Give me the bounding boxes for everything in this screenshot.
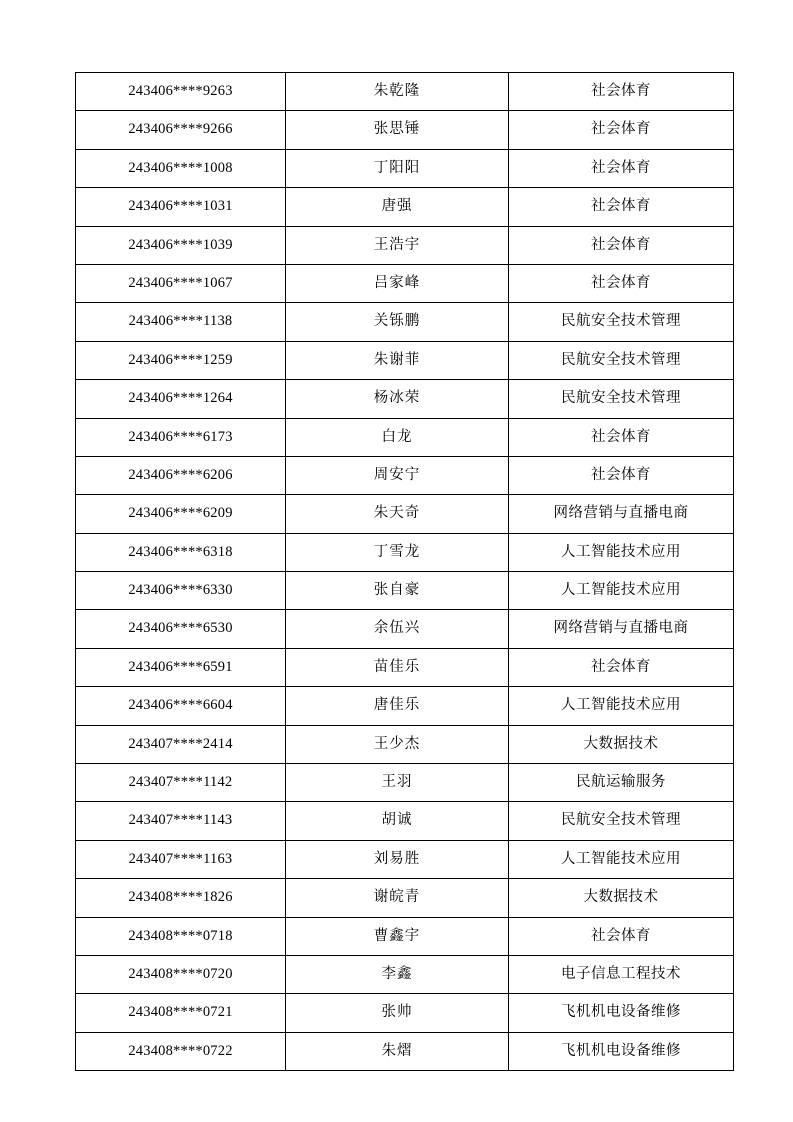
cell-candidate-id: 243407****1142 [76, 764, 286, 802]
cell-major: 社会体育 [509, 188, 734, 226]
table-row [76, 572, 734, 610]
cell-major: 电子信息工程技术 [509, 955, 734, 993]
cell-name: 关铄鹏 [286, 303, 509, 341]
table-row [76, 648, 734, 686]
cell-name: 张思锤 [286, 111, 509, 149]
cell-candidate-id: 243406****1031 [76, 188, 286, 226]
table-row [76, 917, 734, 955]
cell-major: 大数据技术 [509, 725, 734, 763]
cell-major: 网络营销与直播电商 [509, 610, 734, 648]
cell-name: 王浩宇 [286, 226, 509, 264]
cell-name: 王羽 [286, 764, 509, 802]
cell-name: 苗佳乐 [286, 648, 509, 686]
cell-name: 丁阳阳 [286, 149, 509, 187]
table-row [76, 687, 734, 725]
table-row [76, 380, 734, 418]
cell-major: 民航安全技术管理 [509, 303, 734, 341]
cell-major: 人工智能技术应用 [509, 840, 734, 878]
candidate-roster-table [75, 72, 734, 1071]
cell-candidate-id: 243407****1163 [76, 840, 286, 878]
cell-candidate-id: 243406****6206 [76, 456, 286, 494]
cell-name: 朱谢菲 [286, 341, 509, 379]
cell-major: 社会体育 [509, 648, 734, 686]
cell-candidate-id: 243406****6591 [76, 648, 286, 686]
cell-major: 人工智能技术应用 [509, 687, 734, 725]
table-row [76, 188, 734, 226]
table-row [76, 994, 734, 1032]
cell-candidate-id: 243406****6530 [76, 610, 286, 648]
table-row [76, 764, 734, 802]
table-row [76, 1032, 734, 1070]
cell-major: 社会体育 [509, 917, 734, 955]
cell-candidate-id: 243406****1138 [76, 303, 286, 341]
table-row [76, 111, 734, 149]
table-row [76, 341, 734, 379]
cell-name: 周安宁 [286, 456, 509, 494]
cell-name: 白龙 [286, 418, 509, 456]
cell-name: 胡诚 [286, 802, 509, 840]
cell-name: 曹鑫宇 [286, 917, 509, 955]
cell-candidate-id: 243406****9266 [76, 111, 286, 149]
table-row [76, 802, 734, 840]
cell-major: 民航安全技术管理 [509, 802, 734, 840]
table-row [76, 226, 734, 264]
table-row [76, 73, 734, 111]
table-row [76, 149, 734, 187]
cell-candidate-id: 243406****1039 [76, 226, 286, 264]
cell-candidate-id: 243408****0721 [76, 994, 286, 1032]
cell-candidate-id: 243406****6330 [76, 572, 286, 610]
cell-name: 杨冰荣 [286, 380, 509, 418]
cell-major: 社会体育 [509, 418, 734, 456]
cell-candidate-id: 243406****6173 [76, 418, 286, 456]
table-row [76, 418, 734, 456]
cell-major: 民航安全技术管理 [509, 380, 734, 418]
cell-major: 社会体育 [509, 456, 734, 494]
cell-name: 朱熠 [286, 1032, 509, 1070]
cell-major: 网络营销与直播电商 [509, 495, 734, 533]
cell-candidate-id: 243406****1067 [76, 264, 286, 302]
cell-major: 飞机机电设备维修 [509, 994, 734, 1032]
table-row [76, 456, 734, 494]
cell-major: 社会体育 [509, 73, 734, 111]
cell-name: 余伍兴 [286, 610, 509, 648]
cell-major: 社会体育 [509, 226, 734, 264]
table-row [76, 840, 734, 878]
table-row [76, 303, 734, 341]
cell-name: 唐佳乐 [286, 687, 509, 725]
cell-major: 飞机机电设备维修 [509, 1032, 734, 1070]
table-row [76, 879, 734, 917]
cell-name: 张帅 [286, 994, 509, 1032]
cell-candidate-id: 243408****0720 [76, 955, 286, 993]
cell-candidate-id: 243406****9263 [76, 73, 286, 111]
table-row [76, 495, 734, 533]
cell-major: 人工智能技术应用 [509, 572, 734, 610]
cell-candidate-id: 243406****6209 [76, 495, 286, 533]
cell-candidate-id: 243407****1143 [76, 802, 286, 840]
table-row [76, 955, 734, 993]
cell-candidate-id: 243407****2414 [76, 725, 286, 763]
cell-candidate-id: 243408****0722 [76, 1032, 286, 1070]
cell-name: 唐强 [286, 188, 509, 226]
cell-candidate-id: 243408****0718 [76, 917, 286, 955]
cell-name: 吕家峰 [286, 264, 509, 302]
cell-candidate-id: 243408****1826 [76, 879, 286, 917]
cell-name: 谢皖青 [286, 879, 509, 917]
cell-name: 张自豪 [286, 572, 509, 610]
cell-name: 朱天奇 [286, 495, 509, 533]
cell-candidate-id: 243406****1259 [76, 341, 286, 379]
table-body [76, 73, 734, 1071]
cell-major: 社会体育 [509, 111, 734, 149]
cell-candidate-id: 243406****1008 [76, 149, 286, 187]
cell-major: 民航安全技术管理 [509, 341, 734, 379]
cell-candidate-id: 243406****6318 [76, 533, 286, 571]
cell-major: 社会体育 [509, 149, 734, 187]
cell-major: 社会体育 [509, 264, 734, 302]
cell-name: 王少杰 [286, 725, 509, 763]
table-row [76, 264, 734, 302]
cell-name: 丁雪龙 [286, 533, 509, 571]
table-row [76, 610, 734, 648]
cell-name: 刘易胜 [286, 840, 509, 878]
cell-name: 李鑫 [286, 955, 509, 993]
cell-candidate-id: 243406****6604 [76, 687, 286, 725]
cell-candidate-id: 243406****1264 [76, 380, 286, 418]
table-row [76, 725, 734, 763]
cell-name: 朱乾隆 [286, 73, 509, 111]
cell-major: 大数据技术 [509, 879, 734, 917]
cell-major: 民航运输服务 [509, 764, 734, 802]
cell-major: 人工智能技术应用 [509, 533, 734, 571]
table-row [76, 533, 734, 571]
